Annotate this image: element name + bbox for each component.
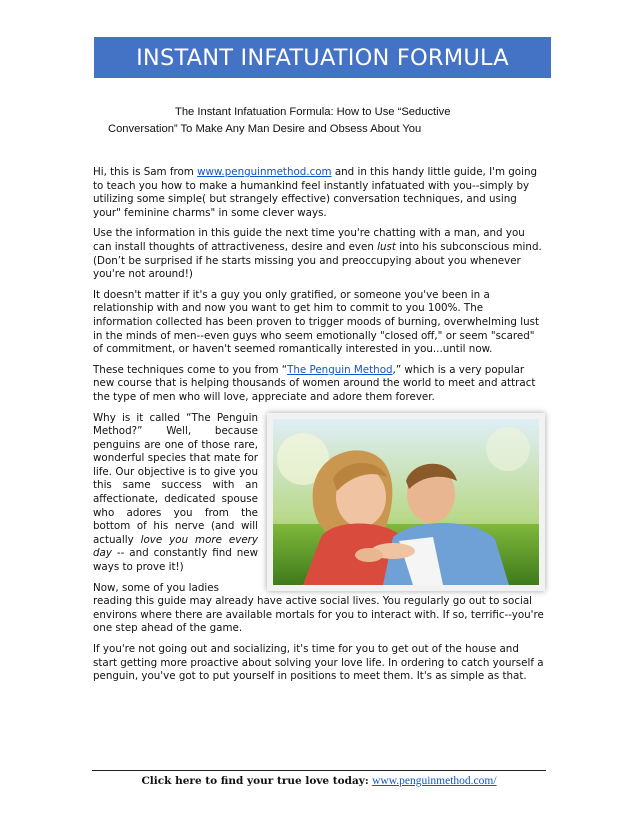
paragraph-intro	[93, 166, 545, 220]
paragraph-why-penguin-text: Why is it called “The Penguin Method?” Well, because penguins are one of those rare, wonderful species that mate for life. Our objective is to give you this same success with an affectionate, dedicated spouse who adores you from the bottom of his nerve (and will actually	[93, 411, 258, 546]
couple-photo-illustration	[273, 419, 539, 585]
footer	[92, 775, 546, 787]
paragraph-social-lives: Now, some of you ladies reading this guide may already have active social lives. You regularly go out to social environs where there are available mortals for you to interact with. If so, terrific--you're one step ahead of the game.	[93, 581, 544, 635]
paragraph-get-out: If you're not going out and socializing, it's time for you to get out of the house and start getting more proactive about solving your love life. In ordering to catch yourself a penguin, you've got to put yourself in positions to meet them. It's as simple as that.	[93, 643, 544, 683]
footer-divider	[92, 770, 546, 771]
subtitle-line-1: The Instant Infatuation Formula: How to Use “Seductive	[175, 106, 451, 118]
subtitle-line-2: Conversation” To Make Any Man Desire and Obsess About You	[108, 123, 422, 135]
title-banner	[94, 37, 551, 78]
emphasis-lust: lust	[377, 240, 396, 253]
paragraph-relationship: It doesn't matter if it's a guy you only gratified, or someone you've been in a relationship with and now you want to get him to commit to you 100%. The information collected has been proven to trigger moods of burning, overwhelming lust in the minds of men--even guys who seem emotionally "closed off," or seem "scared" of commitment, or haven't seemed romantically interested in you...until now.	[93, 288, 539, 356]
paragraph-usage-text: Use the information in this guide the next time you're chatting with a man, and you can install thoughts of attractiveness, desire and even	[93, 227, 525, 253]
paragraph-intro-text-2: and in this handy little guide, I'm going to teach you how to make a humankind feel instantly infatuated with you--simply by utilizing some simple( but strangely effective) conversation techniques, and using your" feminine charms" in some clever ways.	[93, 166, 538, 219]
footer-label: Click here to find your true love today:	[141, 775, 369, 787]
subtitle	[94, 104, 551, 138]
article-body	[93, 166, 545, 691]
page-title: INSTANT INFATUATION FORMULA	[136, 44, 509, 71]
couple-photo	[267, 413, 545, 591]
paragraph-techniques-text: These techniques come to you from “	[93, 363, 288, 376]
paragraph-usage-text-2: into his subconscious mind. (Don’t be surprised if he starts missing you and preoccupying about you whenever you're not around!)	[93, 240, 542, 281]
emphasis-love-more: love you more every day	[93, 533, 258, 560]
paragraph-why-penguin-text-2: -- and constantly find new ways to prove it!)	[93, 547, 258, 574]
penguin-method-link[interactable]: The Penguin Method	[287, 363, 393, 376]
paragraph-usage	[93, 227, 545, 281]
paragraph-techniques-text-2: ,” which is a very popular new course that is helping thousands of women around the world to meet and attract the type of men who will love, appreciate and adore them forever.	[93, 363, 536, 403]
paragraph-intro-text: Hi, this is Sam from	[93, 166, 198, 178]
paragraph-techniques	[93, 364, 545, 405]
penguinmethod-link[interactable]: www.penguinmethod.com	[197, 166, 332, 178]
footer-link[interactable]: www.penguinmethod.com/	[372, 775, 497, 787]
